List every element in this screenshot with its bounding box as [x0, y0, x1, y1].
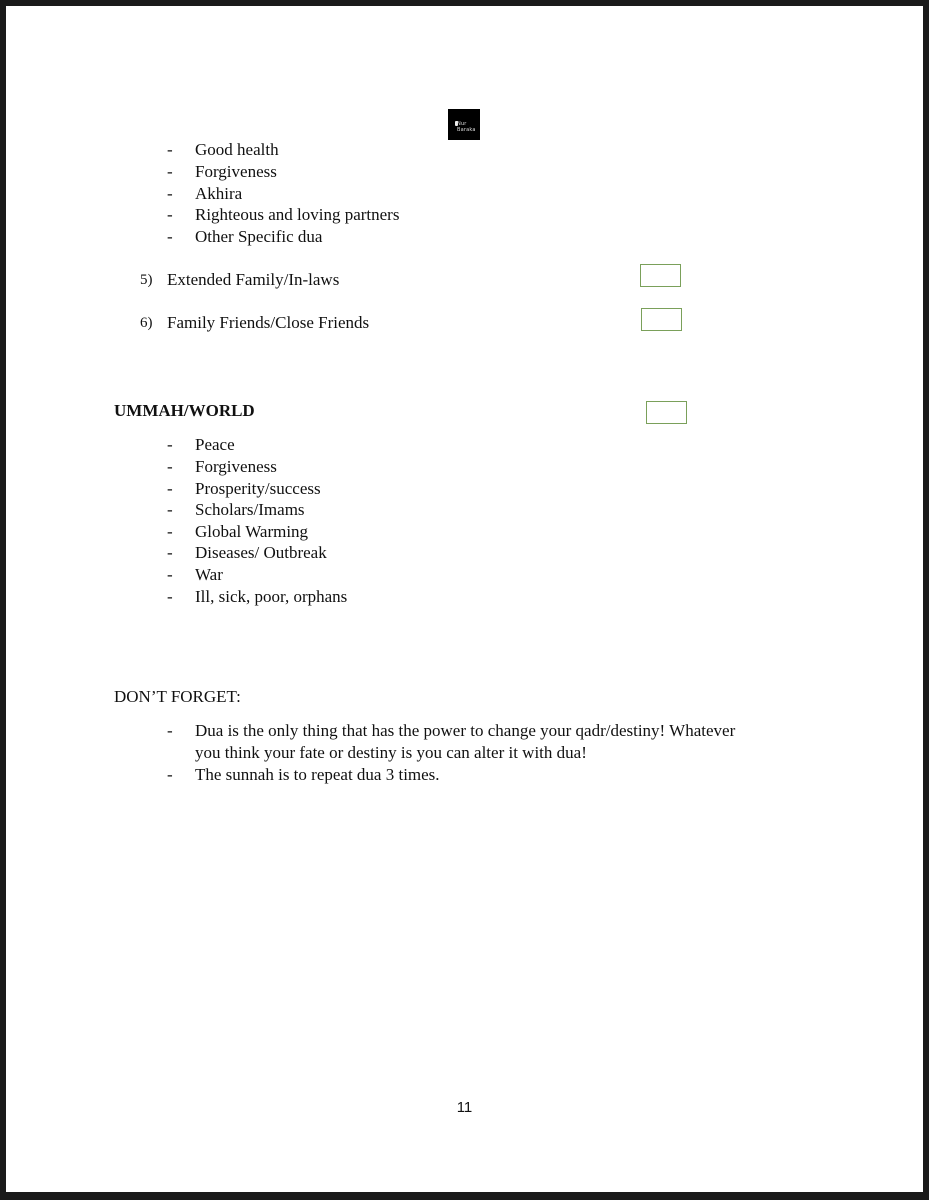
logo-image	[448, 109, 480, 140]
checkbox-extended-family[interactable]	[640, 264, 681, 287]
logo-text: Nur Baraka	[457, 121, 476, 133]
reminder-line: you think your fate or destiny is you can alter it with dua!	[195, 743, 587, 762]
document-page: Nur Baraka - Good health - Forgiveness - Akhira - Righteous and loving partners - Other Specific dua 5) Extended Family/In-laws 6) Family Friends/Close Friends UMMAH/WORLD - Peace - Forgiveness - Prosperity/success - Scholars/Imams - Global Warming - Diseases/ Outbreak - War - Ill, sick, poor, orphans DON’T FORGET: - Dua is the only thing that has the power to change your qadr/destiny! Whatever you think your fate or destiny is you can alter it with dua! - The sunnah is to repeat dua 3 times. 11	[6, 6, 923, 1192]
checkbox-ummah[interactable]	[646, 401, 687, 424]
reminder-line: The sunnah is to repeat dua 3 times.	[195, 765, 440, 784]
page-number: 11	[456, 1099, 473, 1116]
checkbox-family-friends[interactable]	[641, 308, 682, 331]
reminder-line: Dua is the only thing that has the power to change your qadr/destiny! Whatever	[195, 721, 736, 740]
section-heading-dont-forget: DON’T FORGET:	[114, 687, 241, 706]
section-heading-ummah: UMMAH/WORLD	[114, 401, 255, 420]
